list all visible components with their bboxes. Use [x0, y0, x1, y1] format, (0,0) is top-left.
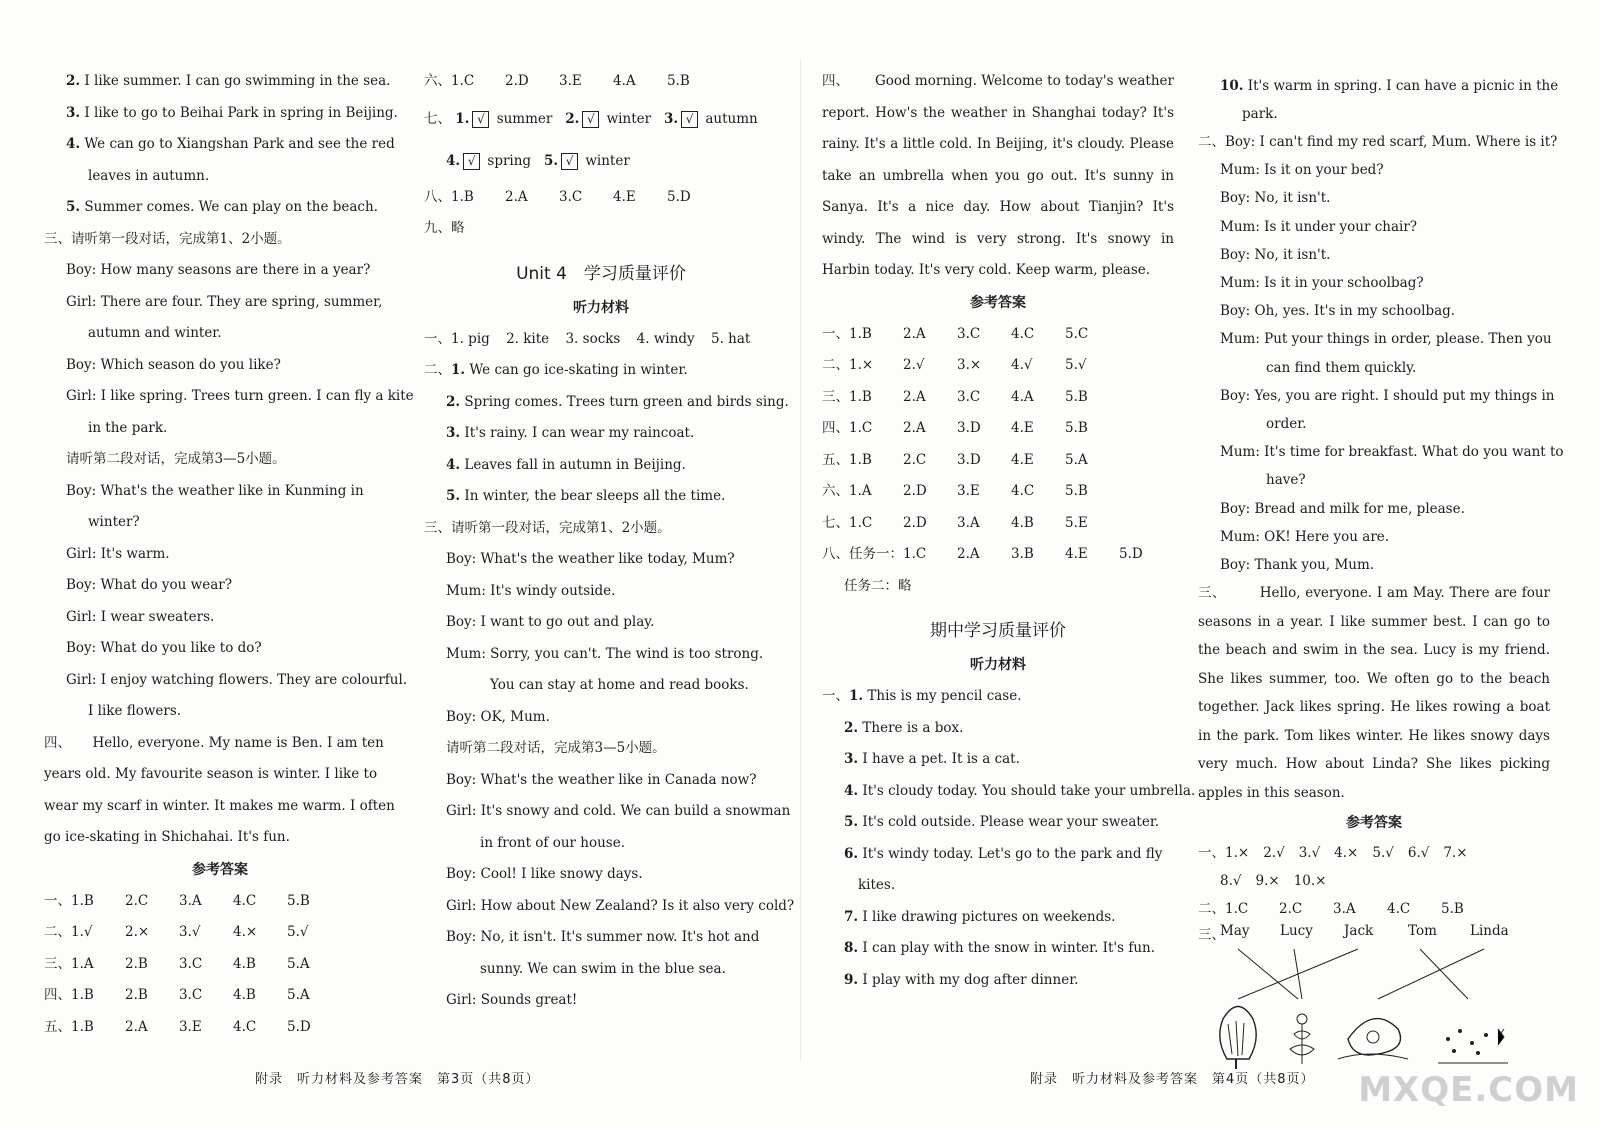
dialog-line-cont: in front of our house. [480, 834, 625, 851]
match-name: Tom [1408, 923, 1437, 940]
answer-row: 九、略 [424, 220, 465, 236]
answer-row-checkbox: 七、 1. √ summer 2. √ winter 3. √ autumn [424, 110, 758, 127]
answer-row [822, 319, 1174, 351]
answer-prefix: 四、 [822, 420, 849, 436]
answer-item: 4.A [1011, 388, 1034, 405]
answer-row [822, 413, 1174, 445]
answer-item: 2.D [903, 483, 927, 499]
answer-row [44, 949, 396, 981]
dialog-line: Boy: No, it isn't. It's summer now. It's hot and [446, 929, 760, 945]
answer-item: 2.D [505, 73, 529, 89]
answer-item: 3.D [957, 420, 981, 436]
answer-item: 2.B [125, 987, 148, 1003]
answer-item: 7.× [1443, 845, 1468, 862]
answer-item: 3.A [179, 892, 202, 909]
answer-item: 1.B [849, 451, 872, 468]
answer-item: 4.× [233, 924, 258, 940]
answer-item: 3.C [957, 325, 981, 342]
answer-item: 3.C [179, 987, 203, 1003]
dialog-line: Boy: Oh, yes. It's in my schoolbag. [1220, 303, 1456, 320]
list-item: 2. Spring comes. Trees turn green and birds sing. [446, 393, 789, 410]
answer-prefix: 六、 [424, 73, 451, 89]
answer-item: 3.C [957, 388, 981, 405]
answer-item: 5.√ [287, 924, 309, 940]
dialog-line: Mum: It's time for breakfast. What do you want to [1220, 444, 1564, 461]
check-box: √ [582, 111, 599, 128]
word-item: 3. socks [565, 330, 625, 347]
dialog-line: Boy: How many seasons are there in a year? [66, 262, 371, 278]
answers-title: 参考答案 [970, 294, 1026, 311]
answer-item: 2.B [125, 955, 148, 972]
answer-item: 3.C [179, 955, 203, 972]
dialog-line-cont: have? [1266, 472, 1306, 489]
answer-item: 4.B [1011, 514, 1034, 531]
answer-item: 3.D [957, 451, 981, 468]
answer-prefix: 一、 [44, 892, 71, 909]
answer-item: 2.D [903, 514, 927, 531]
section-heading: 请听第二段对话，完成第3—5小题。 [66, 451, 286, 467]
column-1 [44, 66, 414, 1043]
paragraph: 三、 Hello, everyone. I am May. There are four seasons in a year. I like summer best. I can go to the beach and swim in the sea. Lucy is my friend. She likes summer, too. We often go to the beach together. Jack likes spring. He likes rowing a boat in the park. Tom likes winter. He likes snowy days very much. How about Linda? She likes picking apples in this season. [1198, 585, 1551, 801]
answer-item: 4.E [1011, 420, 1034, 436]
listening-title: 听力材料 [970, 657, 1026, 673]
match-name: May [1220, 923, 1250, 940]
answer-item: 5.B [1065, 420, 1088, 436]
answer-prefix: 三、 [822, 388, 849, 405]
answer-item: 5.A [287, 987, 310, 1003]
answer-item: 1.B [71, 1018, 94, 1035]
answer-prefix: 四、 [44, 987, 71, 1003]
page-footer: 附录 听力材料及参考答案 第3页（共8页） [255, 1072, 540, 1087]
dialog-line: Boy: I want to go out and play. [446, 614, 655, 630]
dialog-line: Mum: Is it on your bed? [1220, 162, 1384, 179]
word-item: 2. kite [506, 330, 554, 347]
dialog-line: Boy: What's the weather like in Canada now? [446, 771, 757, 788]
answer-row [822, 476, 1174, 508]
column-3 [822, 66, 1196, 996]
answer-prefix: 八、任务一： [822, 546, 903, 562]
answer-item: 3.A [1333, 901, 1356, 918]
answers-title: 参考答案 [1346, 815, 1402, 832]
answer-item: 2.√ [1263, 845, 1285, 862]
dialog-line-cont: winter? [88, 514, 140, 530]
answer-item: 4.B [233, 955, 256, 972]
answer-item: 5.D [667, 188, 691, 205]
unit-title: Unit 4 学习质量评价 [516, 263, 686, 284]
list-item-cont: park. [1242, 106, 1278, 122]
match-name: Lucy [1280, 923, 1313, 940]
answer-item: 5.B [667, 73, 690, 89]
dialog-line-cont: autumn and winter. [88, 325, 222, 341]
list-item: 3. I like to go to Beihai Park in spring in Beijing. [66, 104, 398, 121]
answer-row [822, 445, 1174, 477]
check-box: √ [463, 153, 480, 170]
section-heading: 三、请听第一段对话，完成第1、2小题。 [424, 519, 671, 536]
answer-item: 2.C [1279, 901, 1303, 918]
answer-row [424, 66, 778, 98]
answer-item: 2.× [125, 924, 150, 940]
column-2 [424, 66, 795, 1017]
answer-item: 2.A [957, 546, 980, 562]
dialog-line: Boy: What do you like to do? [66, 640, 262, 656]
answer-item: 1.B [71, 987, 94, 1003]
midterm-title: 期中学习质量评价 [930, 621, 1066, 641]
answer-item: 1.C [1225, 901, 1249, 918]
answer-item: 6.√ [1407, 845, 1430, 862]
answer-prefix: 一、 [424, 330, 451, 347]
answer-prefix: 八、 [424, 188, 451, 205]
answer-item: 4.× [1334, 845, 1359, 862]
dialog-line: Girl: It's snowy and cold. We can build a snowman [446, 803, 791, 819]
answer-row [822, 539, 1174, 571]
list-item: 2. There is a box. [844, 719, 964, 736]
dialog-line: Boy: Bread and milk for me, please. [1220, 500, 1465, 517]
dialog-line: Boy: No, it isn't. [1220, 190, 1331, 207]
answer-prefix: 二、 [822, 357, 849, 373]
match-name: Jack [1344, 923, 1374, 940]
answer-item: 5.C [1065, 325, 1089, 342]
answer-prefix: 五、 [822, 451, 849, 468]
dialog-line: Boy: OK, Mum. [446, 708, 550, 725]
answer-item: 3.E [559, 73, 582, 89]
dialog-line: Boy: Thank you, Mum. [1220, 557, 1375, 574]
dialog-line: Girl: I like spring. Trees turn green. I can fly a kite [66, 388, 414, 404]
answer-item: 3.E [957, 483, 980, 499]
answer-item: 1.× [849, 357, 874, 373]
answer-item: 2.A [903, 388, 926, 405]
list-item: 10. It's warm in spring. I can have a picnic in the [1220, 78, 1559, 94]
dialog-line: Girl: How about New Zealand? Is it also very cold? [446, 897, 795, 914]
answer-item: 2.A [125, 1018, 148, 1035]
answer-item: 5.B [1065, 483, 1088, 499]
answer-item: 3.A [957, 514, 980, 531]
dialog-line: Boy: No, it isn't. [1220, 246, 1331, 263]
dialog-line-cont: I like flowers. [88, 703, 182, 719]
answer-item: 5.√ [1065, 357, 1087, 373]
answer-item: 4.C [1387, 901, 1411, 918]
answer-item: 4.C [1011, 325, 1035, 342]
answer-prefix: 一、 [822, 325, 849, 342]
answer-row [822, 382, 1174, 414]
answer-item: 1.C [849, 420, 873, 436]
check-box: √ [561, 153, 578, 170]
answer-row [44, 886, 396, 918]
answer-row [44, 980, 396, 1012]
answer-item: 3.B [1011, 546, 1034, 562]
dialog-line: Girl: Sounds great! [446, 992, 578, 1008]
dialog-line-cont: order. [1266, 416, 1307, 433]
answer-item: 4.E [1011, 451, 1034, 468]
dialog-line: Girl: I wear sweaters. [66, 608, 215, 625]
list-item: 2. I like summer. I can go swimming in the sea. [66, 73, 391, 89]
answer-row [1198, 839, 1550, 867]
list-item: 5. It's cold outside. Please wear your sweater. [844, 814, 1160, 830]
list-item: 4. We can go to Xiangshan Park and see the red [66, 136, 395, 152]
match-name: Linda [1470, 923, 1509, 940]
answer-item: 1.B [451, 188, 474, 205]
answer-item: 1.B [849, 325, 872, 342]
answer-item: 1.B [849, 388, 872, 405]
dialog-line: Mum: OK! Here you are. [1220, 528, 1390, 545]
list-item: 一、1. This is my pencil case. [822, 688, 1022, 704]
answer-item: 1.× [1225, 845, 1250, 862]
answer-item: 8.√ [1220, 873, 1242, 890]
list-item: 3. I have a pet. It is a cat. [844, 751, 1020, 767]
answer-item: 4.√ [1011, 357, 1033, 373]
answer-item: 2.A [903, 420, 926, 436]
word-item: 1. pig [451, 330, 495, 347]
answer-row: 任务二：略 [844, 577, 912, 594]
dialog-line: Girl: It's warm. [66, 545, 170, 562]
list-item: 9. I play with my dog after dinner. [844, 971, 1079, 988]
dialog-line: Mum: Is it in your schoolbag? [1220, 275, 1424, 292]
answer-item: 5.D [287, 1018, 311, 1035]
dialog-line: Mum: It's windy outside. [446, 582, 616, 599]
paragraph: 四、 Hello, everyone. My name is Ben. I am ten years old. My favourite season is winter. I like to wear my scarf in winter. It makes me warm. I often go ice-skating in Shichahai. It's fun. [44, 734, 395, 845]
answer-item: 1.√ [71, 924, 93, 940]
answer-prefix: 一、 [1198, 845, 1225, 862]
watermark: MXQE.COM [1358, 1070, 1579, 1110]
check-box: √ [681, 111, 698, 128]
list-item: 7. I like drawing pictures on weekends. [844, 908, 1116, 925]
dialog-line: Boy: Which season do you like? [66, 356, 281, 373]
list-item: 6. It's windy today. Let's go to the park and fly [844, 845, 1163, 862]
answer-item: 5.B [287, 892, 310, 909]
answer-item: 3.√ [1298, 845, 1321, 862]
answer-item: 3.√ [179, 924, 201, 940]
answer-item: 5.B [1065, 388, 1088, 405]
answer-prefix: 二、 [1198, 901, 1225, 918]
answer-item: 3.C [559, 188, 583, 205]
answer-item: 4.E [613, 188, 636, 205]
answer-row [44, 917, 396, 949]
dialog-line-cont: can find them quickly. [1266, 359, 1417, 376]
snow-picture [1438, 1029, 1508, 1063]
list-item: 4. It's cloudy today. You should take your umbrella. [844, 782, 1196, 799]
dialog [1198, 128, 1564, 579]
column-4 [1198, 72, 1564, 1083]
list-item: 3. It's rainy. I can wear my raincoat. [446, 425, 695, 441]
answer-item: 5.A [1065, 451, 1088, 468]
answer-item: 1.A [849, 483, 872, 499]
dialog-line-cont: sunny. We can swim in the blue sea. [480, 960, 726, 977]
flowers-picture [1290, 1014, 1314, 1064]
match-lines [1198, 939, 1550, 1089]
dialog-line: Boy: What's the weather like in Kunming in [66, 482, 364, 499]
answer-prefix: 七、 [822, 514, 849, 531]
dialog-line: Boy: Cool! I like snowy days. [446, 866, 643, 882]
answer-row-checkbox: 4. √ spring 5. √ winter [446, 152, 630, 169]
word-item: 4. windy [636, 330, 699, 347]
answer-item: 5.E [1065, 514, 1088, 531]
answer-row [44, 1012, 396, 1044]
answer-prefix: 三、 [44, 955, 71, 972]
dialog-line: Mum: Put your things in order, please. Then you [1220, 331, 1552, 348]
answer-prefix: 五、 [44, 1018, 71, 1035]
answer-item: 10.× [1293, 873, 1327, 890]
list-item: 二、1. We can go ice-skating in winter. [424, 362, 688, 378]
dialog-line: Girl: There are four. They are spring, summer, [66, 293, 383, 310]
dialog-line: Girl: I enjoy watching flowers. They are colourful. [66, 671, 408, 688]
answer-item: 2.C [125, 892, 149, 909]
answer-row [1198, 867, 1550, 895]
answer-item: 1.C [849, 514, 873, 531]
answer-item: 5.B [1441, 901, 1464, 918]
paragraph: 四、 Good morning. Welcome to today's weather report. How's the weather in Shanghai today? It's rainy. It's a little cold. In Beijing, it's cloudy. Please take an umbrella when you go out. It's sunny in Sanya. It's a nice day. How about Tianjin? It's windy. The wind is very strong. It's snowy in Harbin today. It's very cold. Keep warm, please. [822, 73, 1174, 278]
check-box: √ [472, 111, 489, 128]
answer-item: 4.B [233, 987, 256, 1003]
answer-row [822, 508, 1174, 540]
answer-item: 5.A [287, 955, 310, 972]
answer-item: 4.C [233, 1018, 257, 1035]
answer-item: 1.C [903, 546, 927, 562]
answer-item: 3.× [957, 357, 982, 373]
answer-item: 2.√ [903, 357, 925, 373]
answer-item: 1.A [71, 955, 94, 972]
answer-item: 4.C [1011, 483, 1035, 499]
answer-item: 9.× [1255, 873, 1280, 890]
answer-list [822, 319, 1174, 571]
answer-row [822, 350, 1174, 382]
answer-item: 1.B [71, 892, 94, 909]
answer-item: 2.A [903, 325, 926, 342]
list-item-cont: leaves in autumn. [88, 167, 210, 184]
list-item: 4. Leaves fall in autumn in Beijing. [446, 456, 686, 473]
list-item-cont: kites. [858, 877, 896, 893]
word-item: 5. hat [710, 330, 751, 347]
answer-list [44, 886, 396, 1044]
page-divider [800, 60, 801, 1060]
page-footer: 附录 听力材料及参考答案 第4页（共8页） [1030, 1072, 1315, 1087]
listening-title: 听力材料 [573, 299, 629, 316]
dialog-line: Mum: Is it under your chair? [1220, 218, 1418, 235]
dialog-line-cont: in the park. [88, 419, 168, 436]
answer-item: 4.A [613, 73, 636, 89]
answer-prefix: 二、 [44, 924, 71, 940]
list-item: 5. In winter, the bear sleeps all the time. [446, 488, 726, 504]
answer-row [424, 324, 778, 356]
answer-item: 5.√ [1372, 845, 1394, 862]
dialog-line: Boy: What's the weather like today, Mum? [446, 551, 735, 567]
answer-item: 2.C [903, 451, 927, 468]
answer-item: 1.C [451, 73, 475, 89]
answer-item: 2.A [505, 188, 528, 205]
answer-item: 3.E [179, 1018, 202, 1035]
answer-row [1198, 895, 1550, 923]
dialog-line: Mum: Sorry, you can't. The wind is too strong. [446, 645, 764, 662]
answer-item: 5.D [1119, 546, 1143, 562]
answer-item: 4.C [233, 892, 257, 909]
answer-prefix: 六、 [822, 483, 849, 499]
answer-item: 4.E [1065, 546, 1088, 562]
dialog-line: 二、Boy: I can't find my red scarf, Mum. Where is it? [1198, 134, 1558, 150]
section-heading: 请听第二段对话，完成第3—5小题。 [446, 740, 666, 756]
answer-row [424, 182, 778, 214]
list-item: 5. Summer comes. We can play on the beach. [66, 199, 378, 215]
dialog-line: Boy: Yes, you are right. I should put my things in [1220, 387, 1555, 404]
section-heading: 三、请听第一段对话，完成第1、2小题。 [44, 230, 291, 247]
dialog-line-cont: You can stay at home and read books. [490, 677, 749, 693]
tree-picture [1220, 1007, 1256, 1070]
answers-title: 参考答案 [192, 861, 248, 878]
matching-diagram: 三、 May Lucy Jack Tom Linda [1198, 923, 1550, 1083]
list-item: 8. I can play with the snow in winter. It's fun. [844, 940, 1156, 956]
beach-picture [1338, 1019, 1408, 1059]
dialog-line: Boy: What do you wear? [66, 577, 232, 593]
